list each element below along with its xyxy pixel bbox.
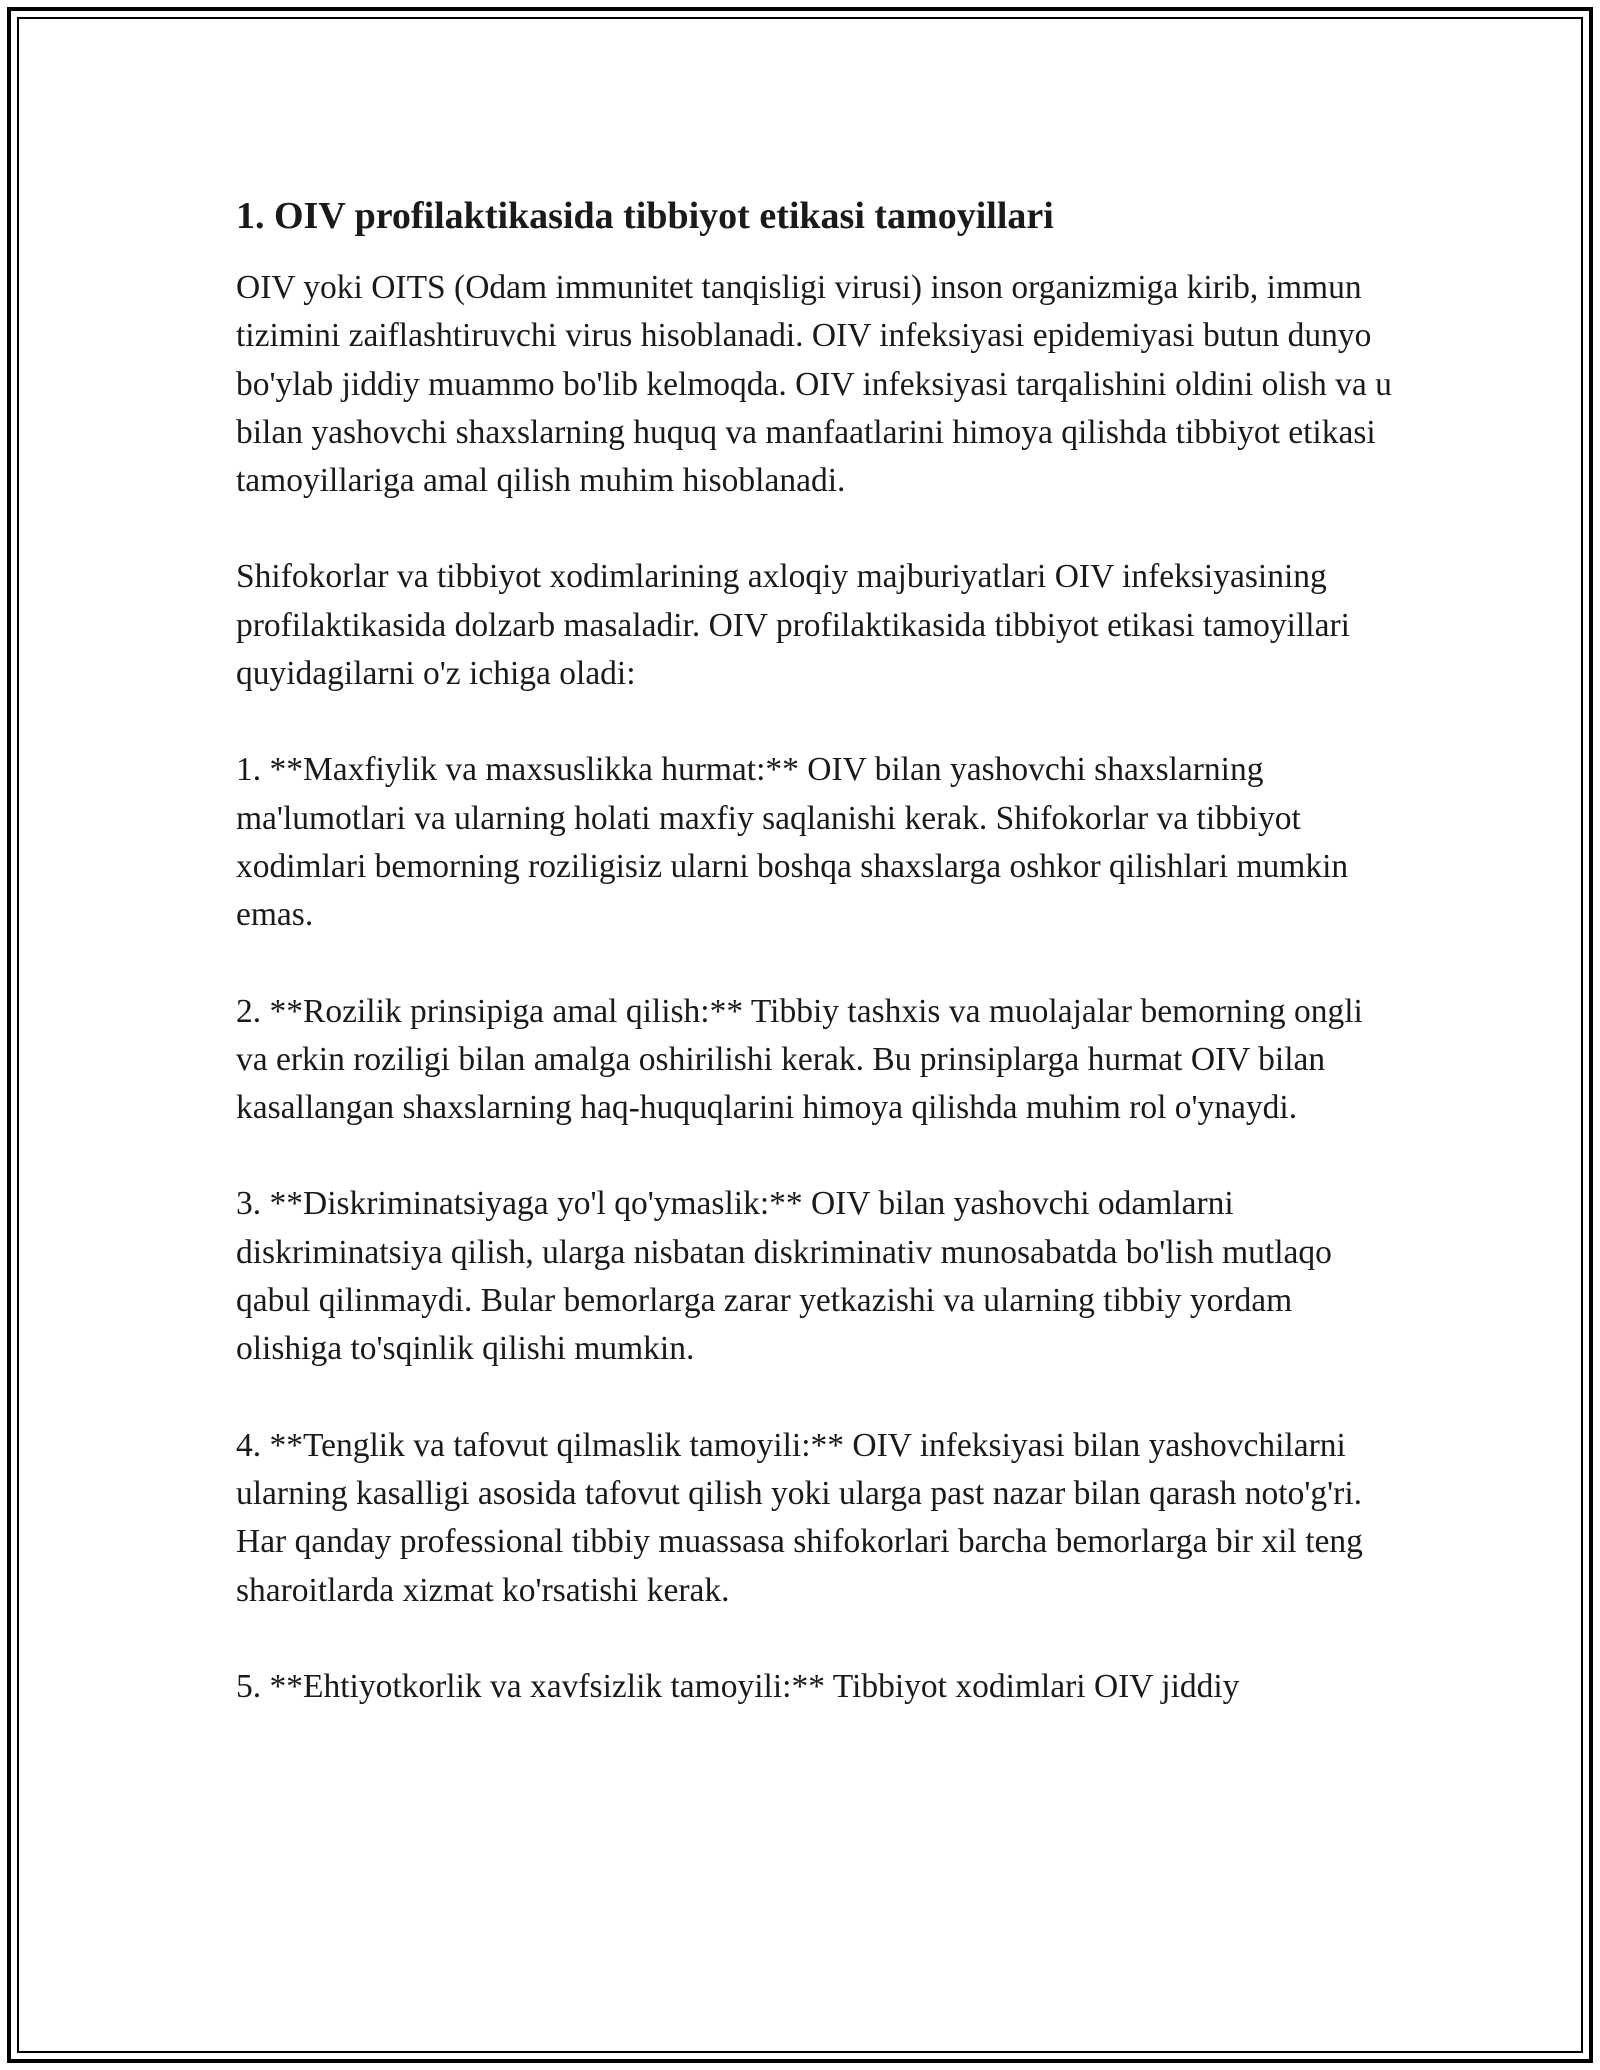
obligations-paragraph: Shifokorlar va tibbiyot xodimlarining axloqiy majburiyatlari OIV infeksiyasining profilaktikasida dolzarb masaladir. OIV profilaktikasida tibbiyot etikasi tamoyillari quyidagilarni o'z ichiga oladi: [236,558,1350,693]
document-title: 1. OIV profilaktikasida tibbiyot etikasi tamoyillari [236,195,1054,237]
principle-item-5: 5. **Ehtiyotkorlik va xavfsizlik tamoyili:** Tibbiyot xodimlari OIV jiddiy [236,1667,1240,1705]
principle-item-4: 4. **Tenglik va tafovut qilmaslik tamoyili:** OIV infeksiyasi bilan yashovchilarni ularning kasalligi asosida tafovut qilish yoki ularga past nazar bilan qarash noto'g'ri. Har qanday professional tibbiy muassasa shifokorlari barcha bemorlarga bir xil teng sharoitlarda xizmat ko'rsatishi kerak. [236,1426,1363,1609]
principle-item-3: 3. **Diskriminatsiyaga yo'l qo'ymaslik:** OIV bilan yashovchi odamlarni diskriminatsiya qilish, ularga nisbatan diskriminativ munosabatda bo'lish mutlaqo qabul qilinmaydi. Bular bemorlarga zarar yetkazishi va ularning tibbiy yordam olishiga to'sqinlik qilishi mumkin. [236,1185,1332,1368]
principle-item-2: 2. **Rozilik prinsipiga amal qilish:** Tibbiy tashxis va muolajalar bemorning ongli va erkin roziligi bilan amalga oshirilishi kerak. Bu prinsiplarga hurmat OIV bilan kasallangan shaxslarning haq-huquqlarini himoya qilishda muhim rol o'ynaydi. [236,992,1363,1127]
document-body [236,190,1396,1759]
principle-item-1: 1. **Maxfiylik va maxsuslikka hurmat:** OIV bilan yashovchi shaxslarning ma'lumotlari va ularning holati maxfiy saqlanishi kerak. Shifokorlar va tibbiyot xodimlari bemorning roziligisiz ularni boshqa shaxslarga oshkor qilishlari mumkin emas. [236,751,1349,934]
intro-paragraph: OIV yoki OITS (Odam immunitet tanqisligi virusi) inson organizmiga kirib, immun tizimini zaiflashtiruvchi virus hisoblanadi. OIV infeksiyasi epidemiyasi butun dunyo bo'ylab jiddiy muammo bo'lib kelmoqda. OIV infeksiyasi tarqalishini oldini olish va u bilan yashovchi shaxslarning huquq va manfaatlarini himoya qilishda tibbiyot etikasi tamoyillariga amal qilish muhim hisoblanadi. [236,269,1392,500]
